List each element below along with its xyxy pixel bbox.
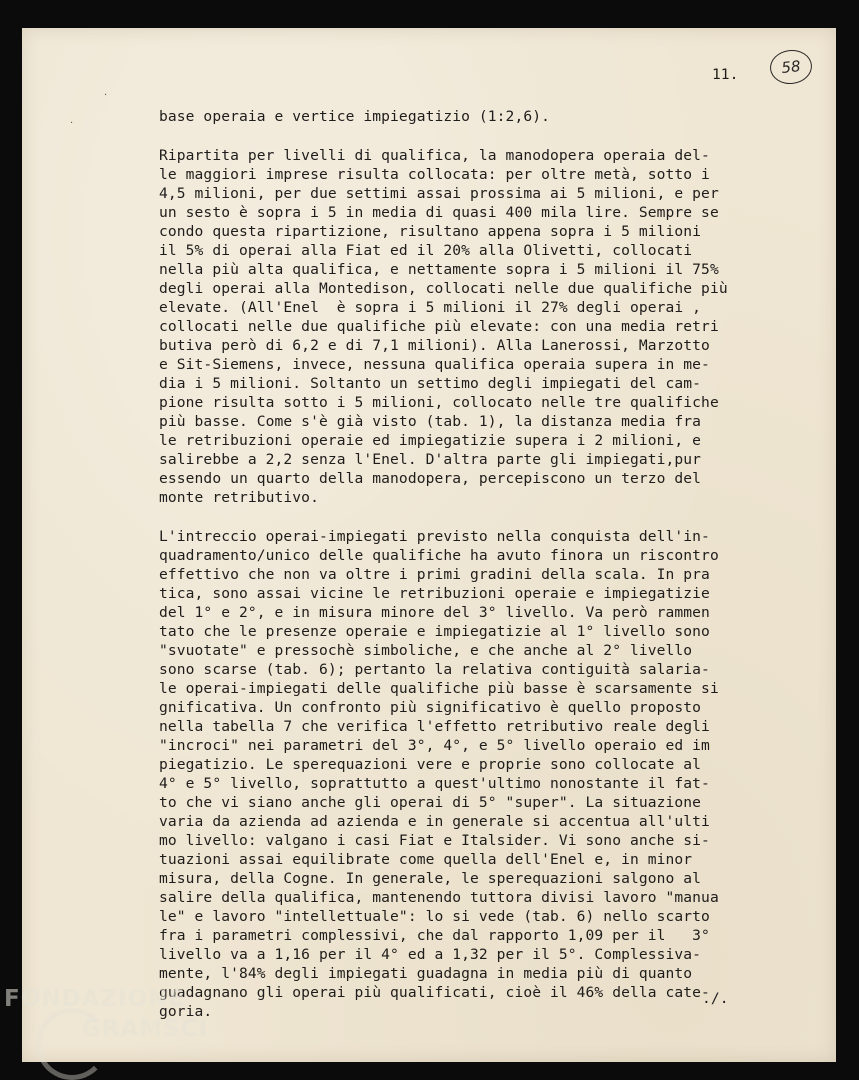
text-line: 4° e 5° livello, soprattutto a quest'ultimo nonostante il fat- xyxy=(159,775,710,792)
text-line: più basse. Come s'è già visto (tab. 1), la distanza media fra xyxy=(159,413,702,430)
text-line: il 5% di operai alla Fiat ed il 20% alla Olivetti, collocati xyxy=(159,242,693,259)
text-line: collocati nelle due qualifiche più elevate: con una media retri xyxy=(159,318,719,335)
archive-watermark xyxy=(4,986,244,1080)
text-line: le maggiori imprese risulta collocata: per oltre metà, sotto i xyxy=(159,166,710,183)
text-line: 4,5 milioni, per due settimi assai prossima ai 5 milioni, e per xyxy=(159,185,719,202)
text-line: effettivo che non va oltre i primi gradini della scala. In pra xyxy=(159,566,710,583)
text-line: to che vi siano anche gli operai di 5° "super". La situazione xyxy=(159,794,702,811)
text-line: le retribuzioni operaie ed impiegatizie supera i 2 milioni, e xyxy=(159,432,702,449)
text-line: "incroci" nei parametri del 3°, 4°, e 5° livello operaio ed im xyxy=(159,737,710,754)
text-line: pione risulta sotto i 5 milioni, collocato nelle tre qualifiche xyxy=(159,394,719,411)
text-line: mo livello: valgano i casi Fiat e Italsider. Vi sono anche si- xyxy=(159,832,710,849)
text-line: salire della qualifica, mantenendo tuttora divisi lavoro "manua xyxy=(159,889,719,906)
text-line: del 1° e 2°, e in misura minore del 3° livello. Va però rammen xyxy=(159,604,710,621)
paper-speck: · xyxy=(104,90,108,101)
text-line: nella più alta qualifica, e nettamente sopra i 5 milioni il 75% xyxy=(159,261,719,278)
text-line: tica, sono assai vicine le retribuzioni operaie e impiegatizie xyxy=(159,585,710,602)
text-line: un sesto è sopra i 5 in media di quasi 400 mila lire. Sempre se xyxy=(159,204,719,221)
page-number: 11. xyxy=(712,66,739,83)
text-line: essendo un quarto della manodopera, percepiscono un terzo del xyxy=(159,470,702,487)
text-line: le operai-impiegati delle qualifiche più basse è scarsamente si xyxy=(159,680,719,697)
text-line: varia da azienda ad azienda e in generale si accentua all'ulti xyxy=(159,813,710,830)
text-line: le" e lavoro "intellettuale": lo si vede (tab. 6) nello scarto xyxy=(159,908,710,925)
text-line: misura, della Cogne. In generale, le sperequazioni salgono al xyxy=(159,870,702,887)
text-line: guadagnano gli operai più qualificati, cioè il 46% della cate- xyxy=(159,984,710,1001)
text-line: nella tabella 7 che verifica l'effetto retributivo reale degli xyxy=(159,718,710,735)
watermark-line3: onlus xyxy=(174,1050,204,1060)
text-line: "svuotate" e pressochè simboliche, e che anche al 2° livello xyxy=(159,642,693,659)
text-line: goria. xyxy=(159,1003,213,1020)
text-line: degli operai alla Montedison, collocati nelle due qualifiche più xyxy=(159,280,728,297)
text-line: elevate. (All'Enel è sopra i 5 milioni il 27% degli operai , xyxy=(159,299,702,316)
text-line: butiva però di 6,2 e di 7,1 milioni). Alla Lanerossi, Marzotto xyxy=(159,337,710,354)
watermark-line1: FONDAZIONE xyxy=(4,986,186,1012)
text-line: tuazioni assai equilibrate come quella dell'Enel e, in minor xyxy=(159,851,693,868)
text-line: dia i 5 milioni. Soltanto un settimo degli impiegati del cam- xyxy=(159,375,702,392)
text-line: mente, l'84% degli impiegati guadagna in media più di quanto xyxy=(159,965,693,982)
text-line: quadramento/unico delle qualifiche ha avuto finora un riscontro xyxy=(159,547,719,564)
paper-speck: · xyxy=(70,118,74,129)
text-line: Ripartita per livelli di qualifica, la manodopera operaia del- xyxy=(159,147,710,164)
typewritten-page xyxy=(22,28,836,1062)
text-line: sono scarse (tab. 6); pertanto la relativa contiguità salaria- xyxy=(159,661,710,678)
text-line: livello va a 1,16 per il 4° ed a 1,32 per il 5°. Complessiva- xyxy=(159,946,702,963)
text-line: tato che le presenze operaie e impiegatizie al 1° livello sono xyxy=(159,623,710,640)
text-line: base operaia e vertice impiegatizio (1:2,6). xyxy=(159,108,550,125)
continuation-mark: ./. xyxy=(702,990,729,1007)
text-line: condo questa ripartizione, risultano appena sopra i 5 milioni xyxy=(159,223,702,240)
text-line: monte retributivo. xyxy=(159,489,319,506)
watermark-line2: GRAMSCI xyxy=(82,1016,209,1042)
text-line: gnificativa. Un confronto più significativo è quello proposto xyxy=(159,699,702,716)
text-line: fra i parametri complessivi, che dal rapporto 1,09 per il 3° xyxy=(159,927,710,944)
text-line: e Sit-Siemens, invece, nessuna qualifica operaia supera in me- xyxy=(159,356,710,373)
text-line: L'intreccio operai-impiegati previsto nella conquista dell'in- xyxy=(159,528,710,545)
text-line: piegatizio. Le sperequazioni vere e proprie sono collocate al xyxy=(159,756,702,773)
text-line: salirebbe a 2,2 senza l'Enel. D'altra parte gli impiegati,pur xyxy=(159,451,702,468)
handwritten-page-number: 58 xyxy=(768,48,813,86)
